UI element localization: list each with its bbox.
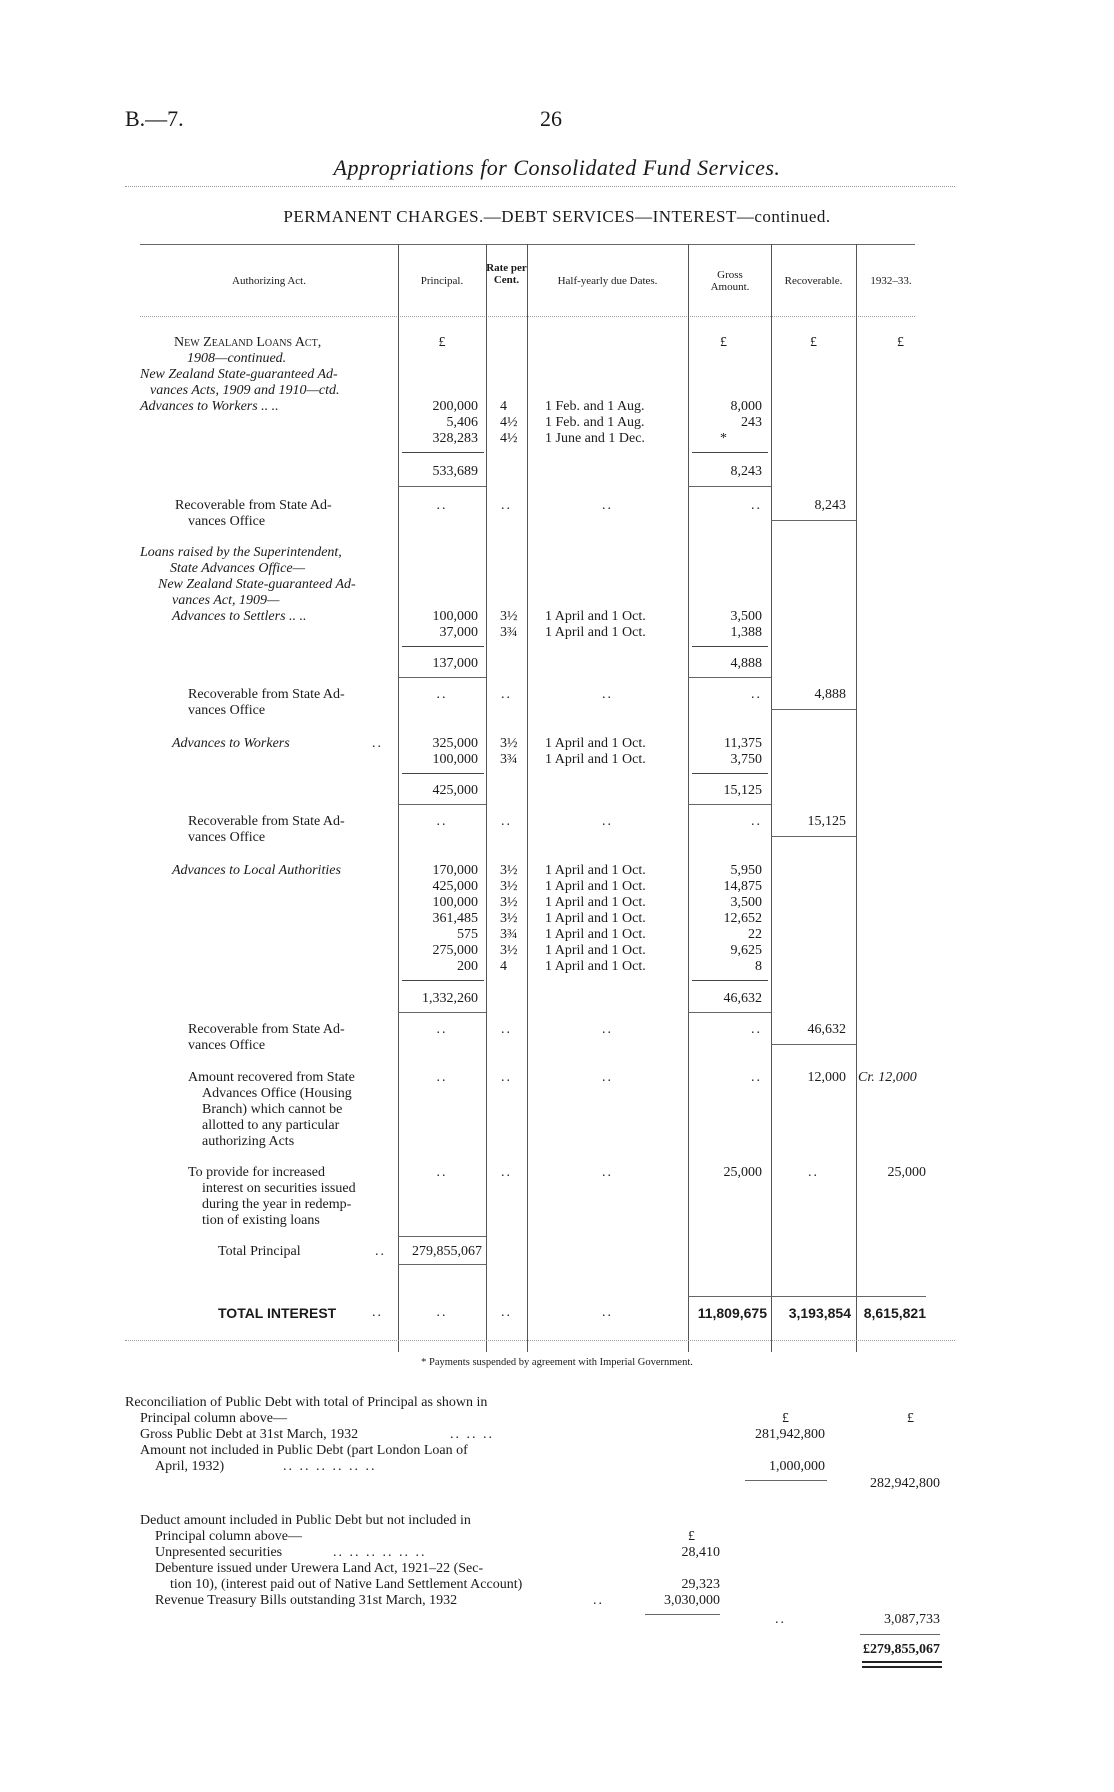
cell-principal: 100,000 xyxy=(432,895,478,910)
total-interest-label: TOTAL INTEREST xyxy=(218,1305,337,1321)
recoverable-amount: 8,243 xyxy=(814,498,846,513)
subtotal-rule xyxy=(402,452,484,453)
cell-gross: 243 xyxy=(741,415,762,430)
leader-dots: .. xyxy=(436,687,448,702)
leader-dots: .. .. .. xyxy=(450,1427,494,1442)
subtotal-gross: 4,888 xyxy=(730,656,762,671)
cell-gross: 12,652 xyxy=(723,911,762,926)
leader-dots: .. xyxy=(501,1022,512,1037)
cell-principal: 328,283 xyxy=(432,431,478,446)
cell-rate: 3½ xyxy=(500,609,518,624)
debenture-value: 29,323 xyxy=(681,1577,720,1592)
recoverable-label: vances Office xyxy=(188,1038,266,1053)
leader-dots: .. xyxy=(501,1070,512,1085)
subtotal-rule xyxy=(398,486,486,487)
loans-superintendent-heading: Loans raised by the Superintendent, xyxy=(140,545,342,560)
housing-branch-label: Amount recovered from State xyxy=(188,1070,355,1085)
document-reference: B.—7. xyxy=(125,106,184,131)
pound-sign: £ xyxy=(907,1411,914,1426)
subtotal-rule xyxy=(688,486,771,487)
cell-rate: 3½ xyxy=(500,879,518,894)
leader-dots: .. .. .. .. .. .. xyxy=(333,1545,427,1560)
gross-amount: 25,000 xyxy=(723,1165,762,1180)
total-principal-label: Total Principal xyxy=(218,1244,301,1259)
subtotal-gross: 8,243 xyxy=(730,464,762,479)
recoverable-amount: 15,125 xyxy=(807,814,846,829)
leader-dots: .. xyxy=(602,687,613,702)
deduct-heading: Deduct amount included in Public Debt but not included in xyxy=(140,1513,471,1528)
total-interest-gross: 11,809,675 xyxy=(697,1305,767,1321)
cell-dates: 1 Feb. and 1 Aug. xyxy=(545,415,645,430)
cell-rate: 3½ xyxy=(500,911,518,926)
subtotal-gross: 15,125 xyxy=(723,783,762,798)
leader-dots: .. xyxy=(751,498,762,513)
subtotal-rule xyxy=(688,677,771,678)
recoverable-rule xyxy=(771,836,856,837)
cell-gross: 11,375 xyxy=(724,736,762,751)
recoverable-label: vances Office xyxy=(188,703,266,718)
treasury-bills-value: 3,030,000 xyxy=(664,1593,720,1608)
cell-gross: 8,000 xyxy=(730,399,762,414)
leader-dots: .. xyxy=(436,1305,448,1320)
header-dates: Half-yearly due Dates. xyxy=(557,275,658,287)
leader-dots: .. xyxy=(751,1070,762,1085)
leader-dots: .. .. .. .. .. .. xyxy=(283,1459,377,1474)
total-rule xyxy=(398,1264,486,1265)
cell-gross: 3,750 xyxy=(730,752,762,767)
subtotal-rule xyxy=(402,646,484,647)
total-principal-value: 279,855,067 xyxy=(412,1244,482,1259)
total-interest-recoverable: 3,193,854 xyxy=(788,1305,851,1321)
subtotal-principal: 137,000 xyxy=(432,656,478,671)
reconciliation-heading: Principal column above— xyxy=(140,1411,287,1426)
cell-rate: 4½ xyxy=(500,415,518,430)
leader-dots: .. xyxy=(602,814,613,829)
column-divider-dates xyxy=(527,244,528,1352)
recoverable-label: vances Office xyxy=(188,514,266,529)
pound-sign-year: £ xyxy=(897,335,904,350)
leader-dots: .. xyxy=(436,1022,448,1037)
advances-to-workers-label: Advances to Workers xyxy=(172,736,290,751)
double-underline xyxy=(862,1661,942,1668)
subtotal-rule xyxy=(692,646,768,647)
pound-sign-gross: £ xyxy=(720,335,727,350)
leader-dots: .. xyxy=(602,1305,613,1320)
act-guaranteed-line: vances Acts, 1909 and 1910—ctd. xyxy=(150,383,340,398)
debenture-label: Debenture issued under Urewera Land Act, 1921–22 (Sec- xyxy=(155,1561,484,1576)
cell-dates: 1 April and 1 Oct. xyxy=(545,927,646,942)
leader-dots: .. xyxy=(808,1165,819,1180)
footnote: * Payments suspended by agreement with Imperial Government. xyxy=(421,1357,693,1368)
cell-rate: 3½ xyxy=(500,863,518,878)
header-principal: Principal. xyxy=(420,275,464,287)
subtotal-rule xyxy=(688,804,771,805)
leader-dots: .. xyxy=(436,1165,448,1180)
leader-dots: .. xyxy=(372,1305,383,1320)
leader-dots: .. xyxy=(775,1612,786,1627)
leader-dots: .. xyxy=(501,1165,512,1180)
subtotal-principal: 1,332,260 xyxy=(422,991,478,1006)
cell-rate: 3¾ xyxy=(500,625,518,640)
loans-superintendent-heading: vances Act, 1909— xyxy=(172,593,280,608)
cell-rate: 3½ xyxy=(500,895,518,910)
credit-amount: Cr. 12,000 xyxy=(858,1070,917,1085)
unpresented-securities-value: 28,410 xyxy=(681,1545,720,1560)
recoverable-rule xyxy=(771,520,856,521)
cell-principal: 5,406 xyxy=(446,415,478,430)
sum-rule xyxy=(745,1480,827,1481)
amount-not-included-label: Amount not included in Public Debt (part London Loan of xyxy=(140,1443,468,1458)
section-subtitle: PERMANENT CHARGES.—DEBT SERVICES—INTEREST—continued. xyxy=(283,207,831,226)
subtotal-rule xyxy=(398,1012,486,1013)
leader-dots: .. xyxy=(602,1070,613,1085)
housing-branch-label: authorizing Acts xyxy=(202,1134,295,1149)
cell-gross-suspended: * xyxy=(720,431,727,446)
amount-not-included-label: April, 1932) xyxy=(155,1459,225,1474)
subtotal-rule xyxy=(398,677,486,678)
increased-interest-label: tion of existing loans xyxy=(202,1213,320,1228)
act-title: New Zealand Loans Act, xyxy=(174,335,322,350)
increased-interest-label: To provide for increased xyxy=(188,1165,326,1180)
leader-dots: .. xyxy=(436,1070,448,1085)
column-divider-year xyxy=(856,244,857,1352)
recoverable-label: Recoverable from State Ad- xyxy=(188,814,345,829)
act-subtitle: 1908—continued. xyxy=(187,351,287,366)
cell-dates: 1 Feb. and 1 Aug. xyxy=(545,399,645,414)
header-authorizing-act: Authorizing Act. xyxy=(232,275,306,287)
unpresented-securities-label: Unpresented securities xyxy=(155,1545,283,1560)
subtotal-principal: 425,000 xyxy=(432,783,478,798)
cell-dates: 1 April and 1 Oct. xyxy=(545,911,646,926)
total-rule xyxy=(688,1296,926,1297)
cell-principal: 425,000 xyxy=(432,879,478,894)
leader-dots: .. xyxy=(375,1244,386,1259)
cell-dates: 1 April and 1 Oct. xyxy=(545,609,646,624)
pound-sign: £ xyxy=(688,1529,695,1544)
column-divider-recoverable xyxy=(771,244,772,1352)
cell-dates: 1 April and 1 Oct. xyxy=(545,752,646,767)
year-amount: 25,000 xyxy=(887,1165,926,1180)
housing-branch-label: Branch) which cannot be xyxy=(202,1102,343,1117)
subtotal-gross: 46,632 xyxy=(723,991,762,1006)
reconciliation-heading: Reconciliation of Public Debt with total of Principal as shown in xyxy=(125,1395,488,1410)
leader-dots: .. xyxy=(501,687,512,702)
loans-superintendent-heading: New Zealand State-guaranteed Ad- xyxy=(158,577,356,592)
leader-dots: .. xyxy=(501,498,512,513)
leader-dots: .. xyxy=(602,1165,613,1180)
cell-dates: 1 April and 1 Oct. xyxy=(545,625,646,640)
subtotal-rule xyxy=(402,773,484,774)
increased-interest-label: during the year in redemp- xyxy=(202,1197,352,1212)
header-recoverable: Recoverable. xyxy=(784,275,843,287)
column-divider-gross xyxy=(688,244,689,1352)
final-total: £279,855,067 xyxy=(863,1642,940,1657)
housing-branch-label: Advances Office (Housing xyxy=(202,1086,352,1101)
cell-principal: 170,000 xyxy=(432,863,478,878)
cell-rate: 4 xyxy=(500,959,507,974)
treasury-bills-label: Revenue Treasury Bills outstanding 31st March, 1932 xyxy=(155,1593,458,1608)
header-gross: Gross Amount. xyxy=(710,269,750,293)
recoverable-rule xyxy=(771,709,856,710)
increased-interest-label: interest on securities issued xyxy=(202,1181,356,1196)
cell-gross: 8 xyxy=(755,959,762,974)
title-divider xyxy=(125,186,955,187)
debenture-label: tion 10), (interest paid out of Native Land Settlement Account) xyxy=(170,1577,523,1592)
cell-rate: 3¾ xyxy=(500,927,518,942)
leader-dots: .. xyxy=(602,1022,613,1037)
leader-dots: .. xyxy=(751,814,762,829)
loans-superintendent-heading: State Advances Office— xyxy=(170,561,306,576)
pound-sign-recoverable: £ xyxy=(810,335,817,350)
deduct-heading: Principal column above— xyxy=(155,1529,302,1544)
table-bottom-rule xyxy=(125,1340,955,1341)
housing-branch-label: allotted to any particular xyxy=(202,1118,340,1133)
leader-dots: .. xyxy=(372,736,383,751)
cell-rate: 4 xyxy=(500,399,507,414)
subtotal-rule xyxy=(398,804,486,805)
cell-gross: 3,500 xyxy=(730,895,762,910)
cell-rate: 3½ xyxy=(500,736,518,751)
recoverable-label: Recoverable from State Ad- xyxy=(175,498,332,513)
subtotal-principal: 533,689 xyxy=(432,464,478,479)
leader-dots: .. xyxy=(501,814,512,829)
leader-dots: .. xyxy=(436,814,448,829)
recoverable-label: Recoverable from State Ad- xyxy=(188,1022,345,1037)
cell-dates: 1 April and 1 Oct. xyxy=(545,879,646,894)
recoverable-amount: 4,888 xyxy=(814,687,846,702)
act-guaranteed-line: New Zealand State-guaranteed Ad- xyxy=(140,367,338,382)
cell-rate: 3¾ xyxy=(500,752,518,767)
leader-dots: .. xyxy=(436,498,448,513)
cell-dates: 1 April and 1 Oct. xyxy=(545,863,646,878)
cell-gross: 1,388 xyxy=(730,625,762,640)
cell-principal: 100,000 xyxy=(432,609,478,624)
cell-principal: 200,000 xyxy=(432,399,478,414)
cell-gross: 3,500 xyxy=(730,609,762,624)
reconciliation-subtotal: 282,942,800 xyxy=(870,1476,940,1491)
subtotal-rule xyxy=(692,980,768,981)
page-title: Appropriations for Consolidated Fund Services. xyxy=(333,155,781,180)
advances-to-settlers-label: Advances to Settlers .. .. xyxy=(172,609,307,624)
advances-local-authorities-label: Advances to Local Authorities xyxy=(172,863,341,878)
header-year: 1932–33. xyxy=(870,275,912,287)
pound-sign: £ xyxy=(782,1411,789,1426)
advances-to-workers-label: Advances to Workers .. .. xyxy=(140,399,279,414)
cell-principal: 575 xyxy=(457,927,478,942)
leader-dots: .. xyxy=(593,1593,604,1608)
leader-dots: .. xyxy=(501,1305,512,1320)
cell-principal: 361,485 xyxy=(432,911,478,926)
cell-principal: 325,000 xyxy=(432,736,478,751)
subtotal-rule xyxy=(692,452,768,453)
total-interest-year: 8,615,821 xyxy=(863,1305,926,1321)
subtotal-rule xyxy=(688,1012,771,1013)
pound-sign-principal: £ xyxy=(438,335,446,350)
sum-rule xyxy=(860,1634,940,1635)
cell-rate: 3½ xyxy=(500,943,518,958)
recoverable-amount: 12,000 xyxy=(807,1070,846,1085)
cell-principal: 37,000 xyxy=(439,625,478,640)
page-number: 26 xyxy=(540,106,562,131)
cell-principal: 275,000 xyxy=(432,943,478,958)
leader-dots: .. xyxy=(751,1022,762,1037)
gross-public-debt-label: Gross Public Debt at 31st March, 1932 xyxy=(140,1427,359,1442)
subtotal-rule xyxy=(402,980,484,981)
cell-rate: 4½ xyxy=(500,431,518,446)
recoverable-label: vances Office xyxy=(188,830,266,845)
cell-principal: 100,000 xyxy=(432,752,478,767)
cell-gross: 14,875 xyxy=(723,879,762,894)
cell-dates: 1 April and 1 Oct. xyxy=(545,959,646,974)
amount-not-included-value: 1,000,000 xyxy=(769,1459,825,1474)
recoverable-amount: 46,632 xyxy=(807,1022,846,1037)
deduct-total: 3,087,733 xyxy=(884,1612,940,1627)
column-divider-rate xyxy=(486,244,487,1352)
leader-dots: .. xyxy=(751,687,762,702)
recoverable-rule xyxy=(771,1044,856,1045)
cell-dates: 1 April and 1 Oct. xyxy=(545,943,646,958)
recoverable-label: Recoverable from State Ad- xyxy=(188,687,345,702)
cell-gross: 22 xyxy=(748,927,762,942)
cell-gross: 9,625 xyxy=(730,943,762,958)
cell-dates: 1 June and 1 Dec. xyxy=(545,431,645,446)
header-rate: Rate per Cent. xyxy=(486,262,527,286)
total-rule xyxy=(398,1236,486,1237)
cell-gross: 5,950 xyxy=(730,863,762,878)
cell-dates: 1 April and 1 Oct. xyxy=(545,895,646,910)
sum-rule xyxy=(645,1614,720,1615)
subtotal-rule xyxy=(692,773,768,774)
cell-principal: 200 xyxy=(457,959,478,974)
leader-dots: .. xyxy=(602,498,613,513)
cell-dates: 1 April and 1 Oct. xyxy=(545,736,646,751)
gross-public-debt-value: 281,942,800 xyxy=(755,1427,825,1442)
